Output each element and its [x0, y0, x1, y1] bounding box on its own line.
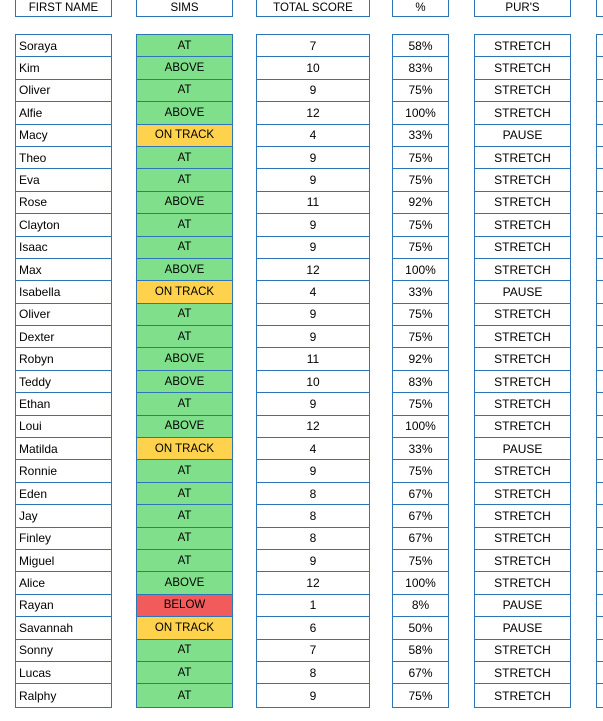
percent-cell[interactable]: 75% — [393, 80, 448, 102]
percent-cell[interactable]: 58% — [393, 35, 448, 57]
first-name-cell[interactable]: Kim — [16, 57, 111, 79]
next-column — [596, 34, 603, 708]
first-name-column — [15, 34, 112, 708]
first-name-cell[interactable]: Miguel — [16, 550, 111, 572]
sims-cell[interactable]: AT — [137, 550, 232, 572]
next-column-cell[interactable] — [597, 684, 603, 706]
next-column-cell[interactable] — [597, 348, 603, 370]
next-column-cell[interactable] — [597, 438, 603, 460]
next-column-cell[interactable] — [597, 57, 603, 79]
total-score-cell[interactable]: 9 — [257, 460, 369, 482]
total-score-cell[interactable]: 9 — [257, 393, 369, 415]
first-name-cell[interactable]: Theo — [16, 147, 111, 169]
next-column-cell[interactable] — [597, 528, 603, 550]
next-column-cell[interactable] — [597, 595, 603, 617]
purs-cell[interactable]: PAUSE — [475, 595, 570, 617]
sims-cell[interactable]: AT — [137, 684, 232, 706]
next-column-cell[interactable] — [597, 125, 603, 147]
next-column-cell[interactable] — [597, 102, 603, 124]
sims-cell[interactable]: AT — [137, 80, 232, 102]
sims-cell[interactable]: ABOVE — [137, 57, 232, 79]
sims-cell[interactable]: AT — [137, 169, 232, 191]
percent-cell[interactable]: 100% — [393, 259, 448, 281]
percent-cell[interactable]: 100% — [393, 102, 448, 124]
total-score-cell[interactable]: 9 — [257, 147, 369, 169]
first-name-cell[interactable]: Rayan — [16, 595, 111, 617]
total-score-cell[interactable]: 7 — [257, 35, 369, 57]
first-name-cell[interactable]: Ralphy — [19, 688, 57, 703]
percent-cell[interactable]: 75% — [393, 169, 448, 191]
total-score-cell[interactable]: 12 — [257, 572, 369, 594]
next-column-cell[interactable] — [597, 393, 603, 415]
first-name-cell[interactable]: Jay — [16, 505, 111, 527]
sims-cell[interactable]: ABOVE — [137, 572, 232, 594]
next-column-cell[interactable] — [597, 505, 603, 527]
sims-cell[interactable]: AT — [137, 147, 232, 169]
first-name-cell[interactable]: Clayton — [16, 214, 111, 236]
total-score-cell[interactable]: 12 — [257, 416, 369, 438]
next-column-cell[interactable] — [597, 572, 603, 594]
percent-column — [392, 34, 449, 708]
percent-cell[interactable]: 67% — [393, 505, 448, 527]
next-column-cell[interactable] — [597, 304, 603, 326]
first-name-cell[interactable]: Loui — [16, 416, 111, 438]
first-name-cell[interactable]: Ethan — [16, 393, 111, 415]
purs-cell[interactable]: STRETCH — [475, 169, 570, 191]
sims-cell[interactable]: ON TRACK — [137, 617, 232, 639]
first-name-cell[interactable]: Rose — [16, 192, 111, 214]
next-column-cell[interactable] — [597, 460, 603, 482]
purs-cell[interactable]: STRETCH — [475, 416, 570, 438]
sims-cell[interactable]: AT — [137, 237, 232, 259]
next-column-cell[interactable] — [597, 35, 603, 57]
sims-cell[interactable]: AT — [137, 483, 232, 505]
percent-cell[interactable]: 83% — [393, 371, 448, 393]
percent-cell[interactable]: 75% — [393, 147, 448, 169]
percent-cell[interactable]: 58% — [393, 640, 448, 662]
header-first-name[interactable]: FIRST NAME — [15, 0, 112, 17]
next-column-cell[interactable] — [597, 192, 603, 214]
purs-cell[interactable]: STRETCH — [475, 35, 570, 57]
percent-cell[interactable]: 83% — [393, 57, 448, 79]
percent-cell[interactable]: 75% — [393, 550, 448, 572]
sims-cell[interactable]: AT — [137, 35, 232, 57]
total-score-cell[interactable]: 11 — [257, 192, 369, 214]
sims-cell[interactable]: AT — [137, 640, 232, 662]
sims-cell[interactable]: AT — [137, 326, 232, 348]
purs-cell[interactable]: STRETCH — [475, 371, 570, 393]
purs-cell[interactable]: STRETCH — [475, 192, 570, 214]
sims-cell[interactable]: AT — [137, 304, 232, 326]
sims-cell[interactable]: ON TRACK — [137, 281, 232, 303]
purs-cell[interactable]: STRETCH — [475, 80, 570, 102]
first-name-cell[interactable]: Soraya — [16, 35, 111, 57]
purs-cell[interactable]: PAUSE — [475, 281, 570, 303]
total-score-cell[interactable]: 4 — [257, 125, 369, 147]
total-score-cell[interactable]: 11 — [257, 348, 369, 370]
first-name-cell[interactable]: Alice — [16, 572, 111, 594]
next-column-cell[interactable] — [597, 640, 603, 662]
purs-column — [474, 34, 571, 708]
total-score-cell[interactable]: 10 — [257, 57, 369, 79]
next-column-cell[interactable] — [597, 416, 603, 438]
percent-cell[interactable]: 67% — [393, 483, 448, 505]
percent-cell[interactable]: 75% — [393, 304, 448, 326]
sims-cell[interactable]: ON TRACK — [137, 438, 232, 460]
total-score-cell[interactable]: 4 — [257, 281, 369, 303]
purs-cell[interactable]: STRETCH — [475, 393, 570, 415]
sims-cell[interactable]: AT — [137, 393, 232, 415]
total-score-cell[interactable]: 9 — [257, 80, 369, 102]
sims-cell[interactable]: ABOVE — [137, 192, 232, 214]
next-column-cell[interactable] — [597, 550, 603, 572]
next-column-cell[interactable] — [597, 147, 603, 169]
total-score-cell[interactable]: 7 — [257, 640, 369, 662]
percent-cell[interactable]: 50% — [393, 617, 448, 639]
total-score-cell[interactable]: 9 — [257, 304, 369, 326]
total-score-cell[interactable]: 12 — [257, 102, 369, 124]
percent-cell[interactable]: 33% — [393, 281, 448, 303]
next-column-cell[interactable] — [597, 80, 603, 102]
first-name-cell[interactable]: Eva — [16, 169, 111, 191]
sims-cell[interactable]: AT — [137, 214, 232, 236]
next-column-cell[interactable] — [597, 483, 603, 505]
first-name-cell[interactable]: Oliver — [16, 80, 111, 102]
next-column-cell[interactable] — [597, 214, 603, 236]
first-name-cell[interactable]: Isaac — [16, 237, 111, 259]
purs-cell[interactable]: PAUSE — [475, 438, 570, 460]
purs-cell[interactable]: STRETCH — [475, 528, 570, 550]
total-score-cell[interactable]: 9 — [257, 550, 369, 572]
total-score-cell[interactable]: 9 — [309, 688, 317, 703]
percent-cell[interactable]: 75% — [393, 237, 448, 259]
next-column-cell[interactable] — [597, 326, 603, 348]
purs-cell[interactable]: STRETCH — [475, 483, 570, 505]
next-column-cell[interactable] — [597, 617, 603, 639]
first-name-cell[interactable]: Macy — [16, 125, 111, 147]
total-score-cell[interactable]: 9 — [257, 326, 369, 348]
first-name-cell[interactable]: Finley — [16, 528, 111, 550]
first-name-cell[interactable]: Max — [16, 259, 111, 281]
purs-cell[interactable]: STRETCH — [475, 460, 570, 482]
total-score-cell[interactable]: 1 — [257, 595, 369, 617]
sims-column — [136, 34, 233, 708]
total-score-cell[interactable]: 8 — [257, 528, 369, 550]
next-column-cell[interactable] — [597, 237, 603, 259]
first-name-cell[interactable]: Isabella — [16, 281, 111, 303]
first-name-cell[interactable]: Teddy — [16, 371, 111, 393]
purs-cell[interactable]: STRETCH — [475, 326, 570, 348]
purs-cell[interactable]: STRETCH — [475, 147, 570, 169]
first-name-cell[interactable]: Robyn — [16, 348, 111, 370]
total-score-cell[interactable]: 9 — [257, 169, 369, 191]
next-column-cell[interactable] — [597, 169, 603, 191]
total-score-cell[interactable]: 9 — [257, 214, 369, 236]
total-score-cell[interactable]: 6 — [257, 617, 369, 639]
percent-cell[interactable]: 33% — [393, 125, 448, 147]
percent-cell[interactable]: 75% — [393, 326, 448, 348]
percent-cell[interactable]: 92% — [393, 192, 448, 214]
sims-cell[interactable]: AT — [137, 460, 232, 482]
purs-cell[interactable]: PAUSE — [475, 125, 570, 147]
next-column-cell[interactable] — [597, 371, 603, 393]
sims-cell[interactable]: AT — [137, 528, 232, 550]
total-score-column — [256, 34, 370, 708]
purs-cell[interactable]: STRETCH — [475, 214, 570, 236]
first-name-cell[interactable]: Ronnie — [16, 460, 111, 482]
next-column-cell[interactable] — [597, 259, 603, 281]
percent-cell[interactable]: 92% — [393, 348, 448, 370]
percent-cell[interactable]: 75% — [408, 688, 433, 703]
purs-cell[interactable]: STRETCH — [475, 102, 570, 124]
total-score-cell[interactable]: 8 — [257, 662, 369, 684]
percent-cell[interactable]: 67% — [393, 662, 448, 684]
total-score-cell[interactable]: 10 — [257, 371, 369, 393]
sims-cell[interactable]: ABOVE — [137, 348, 232, 370]
sims-cell[interactable]: ABOVE — [137, 259, 232, 281]
header-sims[interactable]: SIMS — [136, 0, 233, 17]
first-name-cell[interactable]: Matilda — [16, 438, 111, 460]
percent-cell[interactable]: 67% — [393, 528, 448, 550]
purs-cell[interactable]: STRETCH — [475, 640, 570, 662]
sims-cell[interactable]: AT — [137, 505, 232, 527]
percent-cell[interactable]: 100% — [393, 416, 448, 438]
header-total-score[interactable]: TOTAL SCORE — [256, 0, 370, 17]
percent-cell[interactable]: 75% — [393, 214, 448, 236]
total-score-cell[interactable]: 4 — [257, 438, 369, 460]
header-next-column[interactable] — [596, 0, 603, 17]
sims-cell[interactable]: AT — [137, 662, 232, 684]
purs-cell[interactable]: STRETCH — [475, 505, 570, 527]
sims-cell[interactable]: ABOVE — [137, 102, 232, 124]
purs-cell[interactable]: STRETCH — [475, 259, 570, 281]
sims-cell[interactable]: ABOVE — [137, 371, 232, 393]
sims-cell[interactable]: ABOVE — [137, 416, 232, 438]
percent-cell[interactable]: 33% — [393, 438, 448, 460]
header-percent[interactable]: % — [392, 0, 449, 17]
purs-cell[interactable]: STRETCH — [475, 237, 570, 259]
purs-cell[interactable]: STRETCH — [475, 572, 570, 594]
sims-cell[interactable]: BELOW — [137, 595, 232, 617]
sims-cell[interactable]: ON TRACK — [137, 125, 232, 147]
next-column-cell[interactable] — [597, 662, 603, 684]
total-score-cell[interactable]: 9 — [257, 237, 369, 259]
first-name-cell[interactable]: Lucas — [16, 662, 111, 684]
first-name-cell[interactable]: Dexter — [16, 326, 111, 348]
purs-cell[interactable]: STRETCH — [475, 57, 570, 79]
first-name-cell[interactable]: Alfie — [16, 102, 111, 124]
next-column-cell[interactable] — [597, 281, 603, 303]
purs-cell[interactable]: STRETCH — [494, 688, 551, 703]
percent-cell[interactable]: 75% — [393, 460, 448, 482]
purs-cell[interactable]: PAUSE — [475, 617, 570, 639]
total-score-cell[interactable]: 8 — [257, 483, 369, 505]
total-score-cell[interactable]: 12 — [257, 259, 369, 281]
first-name-cell[interactable]: Eden — [16, 483, 111, 505]
total-score-cell[interactable]: 8 — [257, 505, 369, 527]
purs-cell[interactable]: STRETCH — [475, 304, 570, 326]
first-name-cell[interactable]: Sonny — [16, 640, 111, 662]
purs-cell[interactable]: STRETCH — [475, 662, 570, 684]
first-name-cell[interactable]: Oliver — [16, 304, 111, 326]
percent-cell[interactable]: 75% — [393, 393, 448, 415]
percent-cell[interactable]: 100% — [393, 572, 448, 594]
purs-cell[interactable]: STRETCH — [475, 348, 570, 370]
header-purs[interactable]: PUR'S — [474, 0, 571, 17]
first-name-cell[interactable]: Savannah — [16, 617, 111, 639]
purs-cell[interactable]: STRETCH — [475, 550, 570, 572]
percent-cell[interactable]: 8% — [393, 595, 448, 617]
